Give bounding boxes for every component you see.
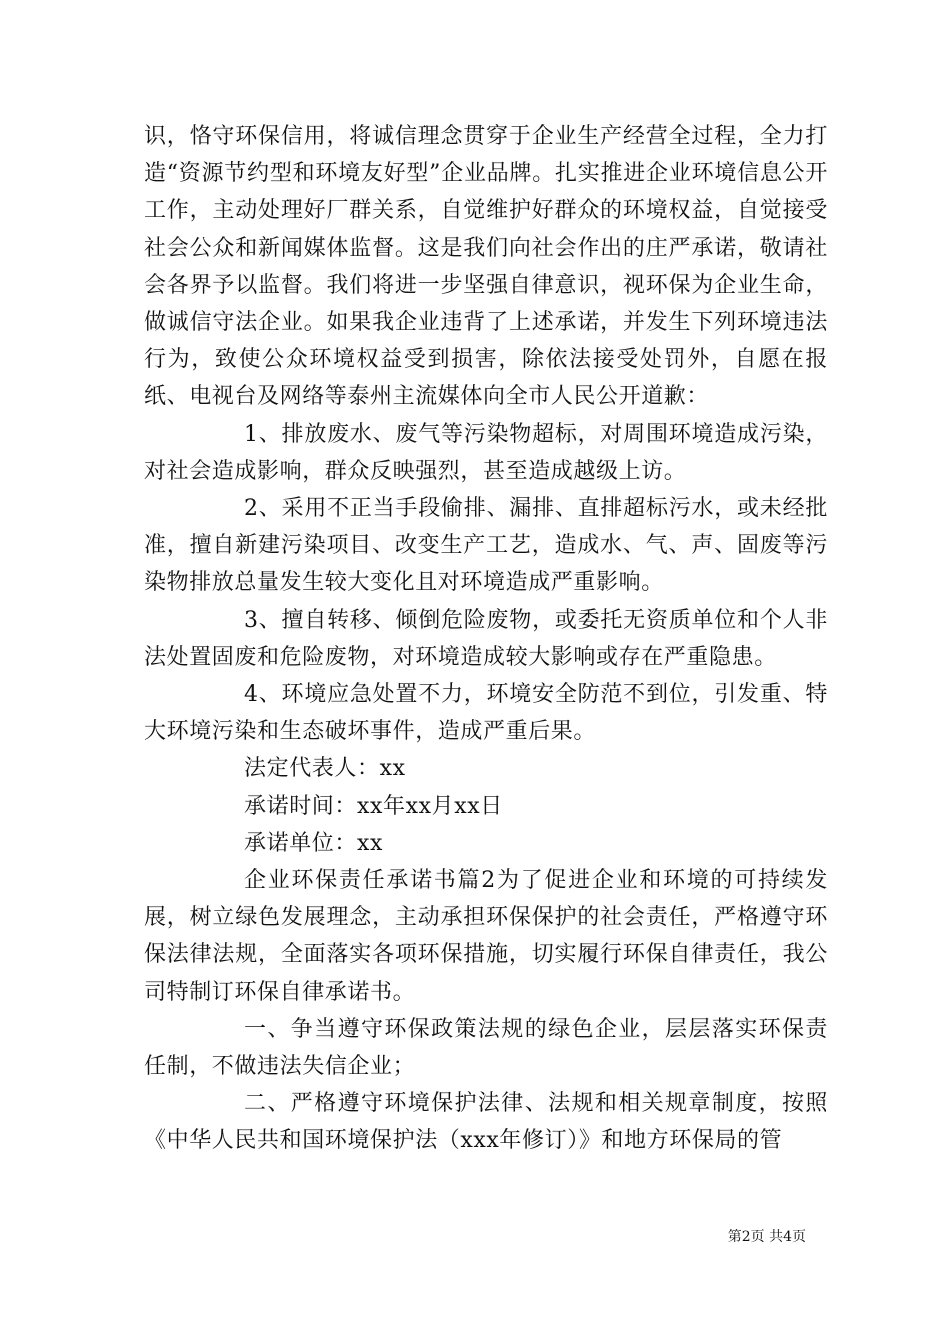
paragraph-intro: 识，恪守环保信用，将诚信理念贯穿于企业生产经营全过程，全力打造“资源节约型和环境友好型”企业品牌。扎实推进企业环境信息公开工作，主动处理好厂群关系，自觉维护好群众的环境权益，自觉接受社会公众和新闻媒体监督。这是我们向社会作出的庄严承诺，敬请社会各界予以监督。我们将进一步坚强自律意识，视环保为企业生命，做诚信守法企业。如果我企业违背了上述承诺，并发生下列环境违法行为，致使公众环境权益受到损害，除依法接受处罚外，自愿在报纸、电视台及网络等泰州主流媒体向全市人民公开道歉： [144,124,828,410]
paragraph-chapter-2: 企业环保责任承诺书篇2为了促进企业和环境的可持续发展，树立绿色发展理念，主动承担环保保护的社会责任，严格遵守环保法律法规，全面落实各项环保措施，切实履行环保自律责任，我公司特制订环保自律承诺书。 [144,868,828,1005]
signature-unit: 承诺单位：xx [244,830,384,856]
list-item-2: 2、采用不正当手段偷排、漏排、直排超标污水，或未经批准，擅自新建污染项目、改变生产工艺，造成水、气、声、固废等污染物排放总量发生较大变化且对环境造成严重影响。 [144,496,828,596]
list-item-1: 1、排放废水、废气等污染物超标，对周围环境造成污染，对社会造成影响，群众反映强烈，甚至造成越级上访。 [144,421,828,484]
list-item-4: 4、环境应急处置不力，环境安全防范不到位，引发重、特大环境污染和生态破坏事件，造成严重后果。 [144,682,828,745]
signature-date: 承诺时间：xx年xx月xx日 [244,793,503,819]
page-number: 第2页 共4页 [727,1229,806,1245]
paragraph-section-2: 二、严格遵守环境保护法律、法规和相关规章制度，按照《中华人民共和国环境保护法（xxx年修订）》和地方环保局的管 [144,1091,828,1154]
signature-representative: 法定代表人：xx [244,756,406,782]
document-body [144,118,828,1160]
paragraph-section-1: 一、争当遵守环保政策法规的绿色企业，层层落实环保责任制，不做违法失信企业； [144,1016,828,1080]
list-item-3: 3、擅自转移、倾倒危险废物，或委托无资质单位和个人非法处置固废和危险废物，对环境造成较大影响或存在严重隐患。 [144,607,828,670]
